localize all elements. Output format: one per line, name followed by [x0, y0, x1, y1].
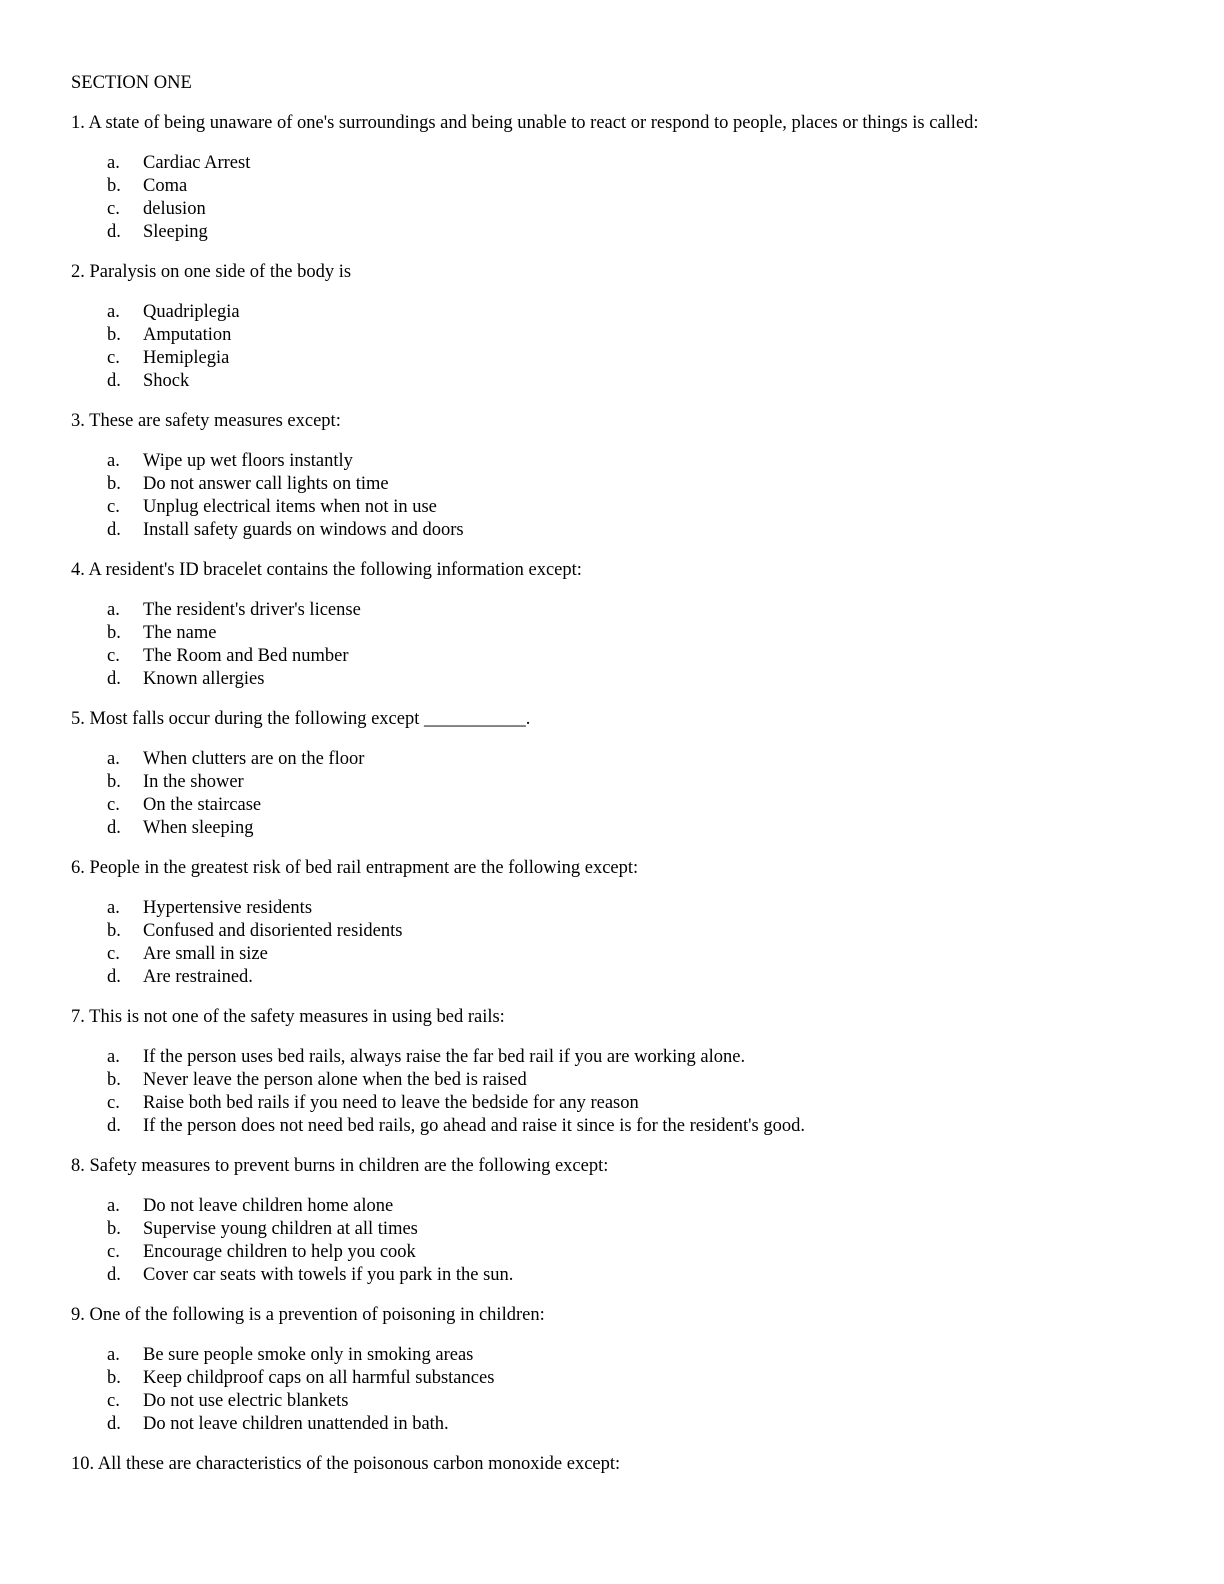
question-4	[71, 559, 1171, 691]
option-letter: b.	[107, 1368, 121, 1388]
option-text: Confused and disoriented residents	[143, 921, 403, 941]
option-text: Shock	[143, 371, 190, 391]
option-letter: b.	[107, 1219, 121, 1239]
question-3	[71, 410, 1171, 542]
question-text: 2. Paralysis on one side of the body is	[71, 262, 352, 282]
option-text: Wipe up wet floors instantly	[143, 451, 353, 471]
option-text: Do not answer call lights on time	[143, 474, 389, 494]
option-text: Amputation	[143, 325, 232, 345]
question-text: 10. All these are characteristics of the poisonous carbon monoxide except:	[71, 1454, 621, 1474]
answer-option	[71, 221, 1171, 244]
option-letter: a.	[107, 1196, 120, 1216]
option-list	[71, 599, 1171, 691]
answer-option	[71, 1218, 1171, 1241]
question-text: 8. Safety measures to prevent burns in children are the following except:	[71, 1156, 609, 1176]
question-text: 4. A resident's ID bracelet contains the following information except:	[71, 560, 582, 580]
answer-option	[71, 943, 1171, 966]
option-letter: a.	[107, 1345, 120, 1365]
option-letter: d.	[107, 1116, 121, 1136]
option-text: In the shower	[143, 772, 244, 792]
option-text: delusion	[143, 199, 206, 219]
option-letter: b.	[107, 176, 121, 196]
option-letter: b.	[107, 1070, 121, 1090]
answer-option	[71, 1046, 1171, 1069]
answer-option	[71, 1264, 1171, 1287]
answer-option	[71, 897, 1171, 920]
option-text: Cover car seats with towels if you park in the sun.	[143, 1265, 514, 1285]
option-text: When clutters are on the floor	[143, 749, 365, 769]
answer-option	[71, 1390, 1171, 1413]
answer-option	[71, 966, 1171, 989]
option-letter: a.	[107, 302, 120, 322]
option-text: Are small in size	[143, 944, 268, 964]
option-text: Supervise young children at all times	[143, 1219, 418, 1239]
section-title: SECTION ONE	[71, 73, 192, 93]
option-text: Coma	[143, 176, 188, 196]
option-letter: a.	[107, 749, 120, 769]
answer-option	[71, 175, 1171, 198]
option-letter: d.	[107, 669, 121, 689]
option-letter: c.	[107, 795, 120, 815]
answer-option	[71, 817, 1171, 840]
question-text: 3. These are safety measures except:	[71, 411, 341, 431]
option-letter: c.	[107, 199, 120, 219]
option-letter: c.	[107, 1093, 120, 1113]
option-letter: a.	[107, 600, 120, 620]
answer-option	[71, 668, 1171, 691]
option-text: Install safety guards on windows and doors	[143, 520, 464, 540]
option-list	[71, 748, 1171, 840]
option-letter: b.	[107, 623, 121, 643]
question-8	[71, 1155, 1171, 1287]
question-text: 9. One of the following is a prevention of poisoning in children:	[71, 1305, 545, 1325]
answer-option	[71, 324, 1171, 347]
option-letter: d.	[107, 967, 121, 987]
option-list	[71, 1195, 1171, 1287]
option-list	[71, 1344, 1171, 1436]
answer-option	[71, 152, 1171, 175]
option-text: Keep childproof caps on all harmful substances	[143, 1368, 495, 1388]
answer-option	[71, 1367, 1171, 1390]
option-letter: a.	[107, 898, 120, 918]
option-letter: b.	[107, 474, 121, 494]
answer-option	[71, 301, 1171, 324]
answer-option	[71, 920, 1171, 943]
option-letter: d.	[107, 818, 121, 838]
option-letter: d.	[107, 371, 121, 391]
option-text: Do not leave children unattended in bath.	[143, 1414, 449, 1434]
answer-option	[71, 519, 1171, 542]
answer-option	[71, 645, 1171, 668]
option-text: Quadriplegia	[143, 302, 240, 322]
document-page	[71, 72, 1171, 1493]
option-letter: b.	[107, 921, 121, 941]
question-9	[71, 1304, 1171, 1436]
option-letter: d.	[107, 1414, 121, 1434]
option-text: Be sure people smoke only in smoking areas	[143, 1345, 474, 1365]
option-text: Unplug electrical items when not in use	[143, 497, 437, 517]
option-letter: d.	[107, 520, 121, 540]
answer-option	[71, 1115, 1171, 1138]
answer-option	[71, 1241, 1171, 1264]
option-letter: a.	[107, 153, 120, 173]
answer-option	[71, 347, 1171, 370]
answer-option	[71, 622, 1171, 645]
option-text: If the person does not need bed rails, go ahead and raise it since is for the resident's good.	[143, 1116, 805, 1136]
option-text: The name	[143, 623, 217, 643]
question-text: 7. This is not one of the safety measures in using bed rails:	[71, 1007, 505, 1027]
option-letter: a.	[107, 1047, 120, 1067]
answer-option	[71, 794, 1171, 817]
answer-option	[71, 748, 1171, 771]
question-2	[71, 261, 1171, 393]
option-text: Raise both bed rails if you need to leave the bedside for any reason	[143, 1093, 639, 1113]
answer-option	[71, 450, 1171, 473]
answer-option	[71, 473, 1171, 496]
option-letter: a.	[107, 451, 120, 471]
option-letter: c.	[107, 646, 120, 666]
option-letter: b.	[107, 772, 121, 792]
question-text: 6. People in the greatest risk of bed rail entrapment are the following except:	[71, 858, 639, 878]
option-letter: c.	[107, 1391, 120, 1411]
option-text: Never leave the person alone when the bed is raised	[143, 1070, 527, 1090]
option-letter: c.	[107, 497, 120, 517]
question-list	[71, 112, 1171, 1476]
option-letter: d.	[107, 222, 121, 242]
option-text: Known allergies	[143, 669, 265, 689]
answer-option	[71, 599, 1171, 622]
option-list	[71, 152, 1171, 244]
question-1	[71, 112, 1171, 244]
option-text: Hypertensive residents	[143, 898, 313, 918]
answer-option	[71, 1195, 1171, 1218]
option-letter: c.	[107, 1242, 120, 1262]
option-text: When sleeping	[143, 818, 254, 838]
answer-option	[71, 1413, 1171, 1436]
question-6	[71, 857, 1171, 989]
option-text: On the staircase	[143, 795, 262, 815]
option-text: Are restrained.	[143, 967, 253, 987]
option-text: The resident's driver's license	[143, 600, 361, 620]
option-text: Hemiplegia	[143, 348, 230, 368]
option-text: Encourage children to help you cook	[143, 1242, 416, 1262]
option-text: Sleeping	[143, 222, 208, 242]
answer-option	[71, 1344, 1171, 1367]
option-letter: d.	[107, 1265, 121, 1285]
answer-option	[71, 1092, 1171, 1115]
option-letter: c.	[107, 348, 120, 368]
option-letter: b.	[107, 325, 121, 345]
question-10	[71, 1453, 1171, 1476]
answer-option	[71, 370, 1171, 393]
option-list	[71, 301, 1171, 393]
option-text: The Room and Bed number	[143, 646, 349, 666]
answer-option	[71, 198, 1171, 221]
question-7	[71, 1006, 1171, 1138]
option-list	[71, 897, 1171, 989]
option-text: If the person uses bed rails, always raise the far bed rail if you are working alone.	[143, 1047, 746, 1067]
option-list	[71, 450, 1171, 542]
option-text: Do not leave children home alone	[143, 1196, 394, 1216]
option-list	[71, 1046, 1171, 1138]
option-letter: c.	[107, 944, 120, 964]
question-5	[71, 708, 1171, 840]
option-text: Cardiac Arrest	[143, 153, 251, 173]
answer-option	[71, 1069, 1171, 1092]
answer-option	[71, 496, 1171, 519]
option-text: Do not use electric blankets	[143, 1391, 349, 1411]
answer-option	[71, 771, 1171, 794]
question-text: 5. Most falls occur during the following except ___________.	[71, 709, 531, 729]
question-text: 1. A state of being unaware of one's surroundings and being unable to react or respond to people, places or things is called:	[71, 113, 979, 133]
